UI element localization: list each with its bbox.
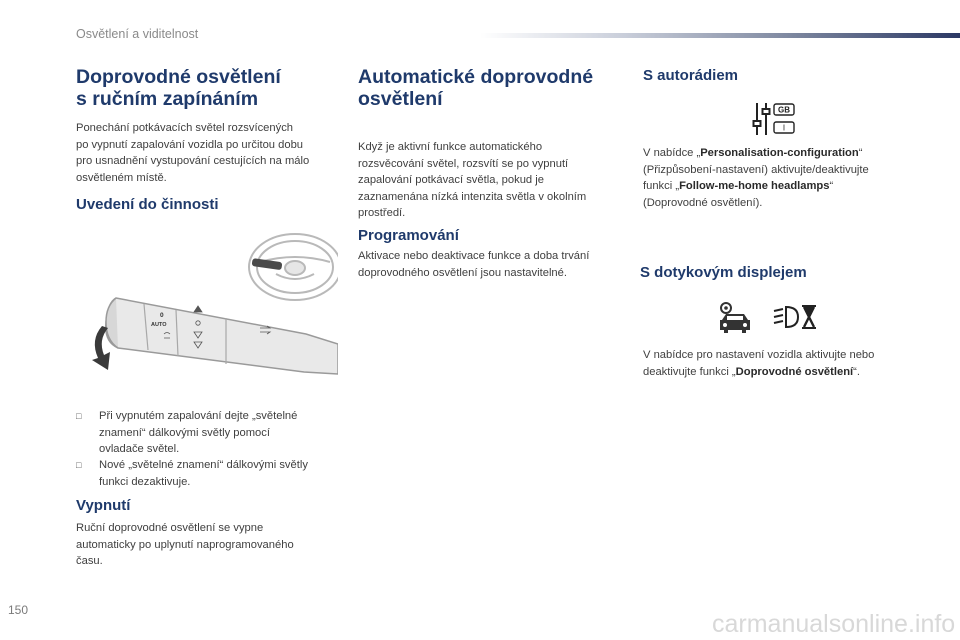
middle-title-line2: osvětlení [358, 88, 443, 110]
radio-text-line: (Přizpůsobení-nastavení) aktivujte/deaktivujte [643, 163, 869, 176]
programming-text-line: doprovodného osvětlení jsou nastavitelné. [358, 266, 567, 279]
radio-icon-label-bottom: I [782, 123, 786, 133]
radio-menu-name: Personalisation-configuration [700, 147, 859, 159]
touch-function-name: Doprovodné osvětlení [735, 365, 854, 378]
middle-title [358, 66, 593, 110]
touch-text-fragment: deaktivujte funkci „ [643, 365, 736, 378]
section-header: Osvětlení a viditelnost [76, 27, 199, 41]
off-text [76, 520, 346, 570]
follow-me-home-icon [772, 303, 818, 331]
bullet-item [76, 457, 340, 491]
radio-text-fragment: “ [829, 180, 834, 192]
bullet-line: znamení“ dálkovými světly pomocí [99, 426, 270, 439]
car-settings-icon [716, 299, 754, 335]
touch-text-line: V nabídce pro nastavení vozidla aktivujte nebo [643, 349, 875, 361]
left-title-line1: Doprovodné osvětlení [76, 66, 281, 88]
radio-title: S autorádiem [643, 67, 739, 84]
off-text-line: automaticky po uplynutí naprogramovaného [76, 538, 294, 551]
middle-intro-line: rozsvěcování světel, rozsvítí se po vypnutí [358, 157, 569, 170]
left-intro-line: po vypnutí zapalování vozidla po určitou dobu [76, 138, 304, 151]
middle-title-line1: Automatické doprovodné [358, 66, 594, 88]
middle-intro-line: zapalování potkávací světla, pokud je [358, 174, 544, 186]
bullet-item [76, 408, 340, 458]
middle-intro-line: Když je aktivní funkce automatického [358, 141, 543, 153]
bullet-line: ovladače světel. [99, 443, 180, 455]
left-intro [76, 120, 346, 186]
off-title: Vypnutí [76, 497, 131, 514]
off-text-line: času. [76, 555, 103, 567]
touch-text-fragment: “. [853, 365, 860, 378]
light-stalk-illustration [76, 222, 338, 378]
radio-settings-icon [752, 101, 798, 137]
bullet-line: Při vypnutém zapalování dejte „světelné [99, 410, 298, 422]
touch-title: S dotykovým displejem [640, 264, 807, 281]
radio-icon-label-top: GB [778, 105, 790, 115]
left-intro-line: osvětleném místě. [76, 171, 167, 184]
page-number: 150 [8, 603, 29, 617]
radio-text-line: (Doprovodné osvětlení). [643, 196, 763, 209]
radio-text-fragment: funkci „ [643, 180, 680, 192]
radio-text-fragment: “ [858, 147, 863, 159]
radio-text-fragment: V nabídce „ [643, 147, 701, 159]
programming-text-line: Aktivace nebo deaktivace funkce a doba trvání [358, 250, 590, 262]
left-intro-line: Ponechání potkávacích světel rozsvícených [76, 122, 294, 134]
header-gradient-line [480, 33, 960, 38]
middle-intro [358, 139, 628, 222]
left-intro-line: pro usnadnění vystupování cestujících na málo [76, 155, 310, 167]
stalk-label-auto: AUTO [151, 322, 167, 328]
programming-title: Programování [358, 227, 459, 244]
radio-function-name: Follow-me-home headlamps [679, 180, 830, 192]
left-title-line2: s ručním zapínáním [76, 88, 259, 110]
middle-intro-line: prostředí. [358, 207, 406, 219]
stalk-label-zero: 0 [160, 312, 164, 319]
stalk-body [106, 298, 338, 374]
programming-text [358, 248, 628, 281]
bullet-line: funkci dezaktivuje. [99, 475, 191, 488]
bullet-marker-icon: □ [76, 411, 82, 421]
touch-text [643, 347, 928, 380]
middle-intro-line: zaznamenána nízká intenzita světla v okolním [358, 190, 587, 203]
activation-title: Uvedení do činnosti [76, 196, 219, 213]
bullet-marker-icon: □ [76, 460, 82, 470]
watermark: carmanualsonline.info [712, 610, 956, 638]
bullet-line: Nové „světelné znamení“ dálkovými světly [99, 459, 308, 471]
left-title [76, 66, 281, 110]
off-text-line: Ruční doprovodné osvětlení se vypne [76, 522, 264, 534]
radio-text [643, 145, 923, 211]
